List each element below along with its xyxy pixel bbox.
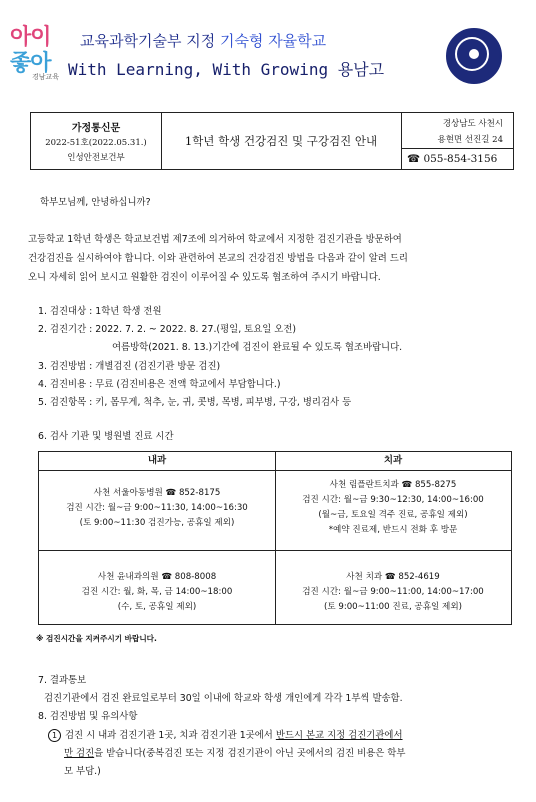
item-method: 3. 검진방법 : 개별검진 (검진기관 방문 검진) xyxy=(38,361,221,372)
result-text: 검진기관에서 검진 완료일로부터 30일 이내에 학교와 학생 개인에게 각각 1부씩 발송함. xyxy=(44,693,403,704)
header-title-accent: 기숙형 자율학교 xyxy=(219,32,327,50)
item-period: 2. 검진기간 : 2022. 7. 2. ~ 2022. 8. 27.(평일, 토요일 오전) xyxy=(38,324,297,335)
intro-line3: 오니 자세히 읽어 보시고 원활한 검진이 이루어질 수 있도록 협조하여 주시기 바랍니다. xyxy=(28,272,381,283)
address-line1: 경상남도 사천시 xyxy=(442,119,503,129)
cell-line: 검진 시간: 월~금 9:30~12:30, 14:00~16:00 xyxy=(302,495,484,505)
method-heading: 8. 검진방법 및 유의사항 xyxy=(38,711,138,722)
method-line2 xyxy=(64,745,405,759)
phone-number xyxy=(407,153,497,165)
table-cell-dental-2 xyxy=(275,570,511,615)
method-line3: 모 부담.) xyxy=(64,766,101,777)
cell-line: 검진 시간: 월~금 9:00~11:30, 14:00~16:30 xyxy=(66,503,248,513)
header-title xyxy=(80,30,326,51)
cell-line: (수, 토, 공휴일 제외) xyxy=(117,602,197,612)
table-cell-internal-2 xyxy=(39,570,275,615)
document-title: 1학년 학생 건강검진 및 구강검진 안내 xyxy=(161,113,402,169)
cell-line: 검진 시간: 월~금 9:00~11:00, 14:00~17:00 xyxy=(302,587,484,597)
table-cell-internal-1 xyxy=(39,486,275,531)
hospital-table xyxy=(38,451,512,625)
school-emblem-icon xyxy=(446,28,502,84)
item-cost: 4. 검진비용 : 무료 (검진비용은 전액 학교에서 부담합니다.) xyxy=(38,379,281,390)
cell-line: (토 9:00~11:30 검진가능, 공휴일 제외) xyxy=(79,518,235,528)
header-title-prefix: 교육과학기술부 지정 xyxy=(80,32,220,50)
logo-text-line1: 아이 xyxy=(10,25,51,50)
intro-line2: 건강검진을 실시하여야 합니다. 이와 관련하여 본교의 건강검진 방법을 다음과 같이 알려 드리 xyxy=(28,253,408,264)
intro-line1: 고등학교 1학년 학생은 학교보건법 제7조에 의거하여 학교에서 지정한 검진기관을 방문하여 xyxy=(28,234,402,245)
circle-number: 1 xyxy=(48,729,61,742)
table-header-internal: 내과 xyxy=(39,452,275,471)
address-line2: 용현면 선진길 24 xyxy=(437,135,503,145)
item-contents: 5. 검진항목 : 키, 몸무게, 척추, 눈, 귀, 콧병, 목병, 피부병, 구강, 병리검사 등 xyxy=(38,397,352,408)
item-period-note: 여름방학(2021. 8. 13.)기간에 검진이 완료될 수 있도록 협조바랍니다. xyxy=(112,342,403,353)
newsletter-number: 2022-51호(2022.05.31.) xyxy=(45,138,147,148)
header-slogan: With Learning, With Growing 용남고 xyxy=(68,60,385,79)
method-line1-underlined: 반드시 본교 지정 검진기관에서 xyxy=(275,730,403,741)
school-logo xyxy=(8,14,72,86)
method-line1 xyxy=(48,727,403,742)
logo-subtext: 경남교육 xyxy=(32,73,60,81)
newsletter-office: 인성안전보건부 xyxy=(67,153,125,163)
phone-number-text: 055-854-3156 xyxy=(423,153,498,165)
item-hospitals-heading: 6. 검사 기관 및 병원별 진료 시간 xyxy=(38,431,174,442)
table-note: ※ 검진시간을 지켜주시기 바랍니다. xyxy=(36,634,157,643)
table-header-dental: 치과 xyxy=(275,452,511,471)
newsletter-info-box xyxy=(30,112,514,170)
table-cell-dental-1 xyxy=(275,478,511,538)
method-line2-text: 을 받습니다(중복검진 또는 지정 검진기관이 아닌 곳에서의 검진 비용은 학부 xyxy=(94,748,406,759)
logo-text-line2: 좋아 xyxy=(10,51,51,76)
newsletter-label: 가정통신문 xyxy=(71,123,121,134)
cell-line: (토 9:00~11:00 진료, 공휴일 제외) xyxy=(323,602,463,612)
result-heading: 7. 결과통보 xyxy=(38,675,87,686)
cell-line: 검진 시간: 월, 화, 목, 금 14:00~18:00 xyxy=(81,587,233,597)
cell-line: 사천 서울아동병원 ☎ 852-8175 xyxy=(93,488,221,498)
newsletter-meta xyxy=(31,113,162,169)
phone-icon: ☎ xyxy=(407,153,421,165)
cell-line: 사천 윤내과의원 ☎ 808-8008 xyxy=(97,572,217,582)
cell-line: *예약 진료제, 반드시 전화 후 방문 xyxy=(328,525,458,535)
cell-line: 사천 치과 ☎ 852-4619 xyxy=(346,572,440,582)
school-contact xyxy=(401,113,513,169)
method-line1-text: 검진 시 내과 검진기관 1곳, 치과 검진기관 1곳에서 xyxy=(65,730,276,741)
item-target: 1. 검진대상 : 1학년 학생 전원 xyxy=(38,306,162,317)
cell-line: (월~금, 토요일 격주 진료, 공휴일 제외) xyxy=(318,510,468,520)
method-line2-underlined: 만 검진 xyxy=(64,748,95,759)
cell-line: 사천 림플란트치과 ☎ 855-8275 xyxy=(329,480,457,490)
greeting: 학부모님께, 안녕하십니까? xyxy=(40,197,151,208)
